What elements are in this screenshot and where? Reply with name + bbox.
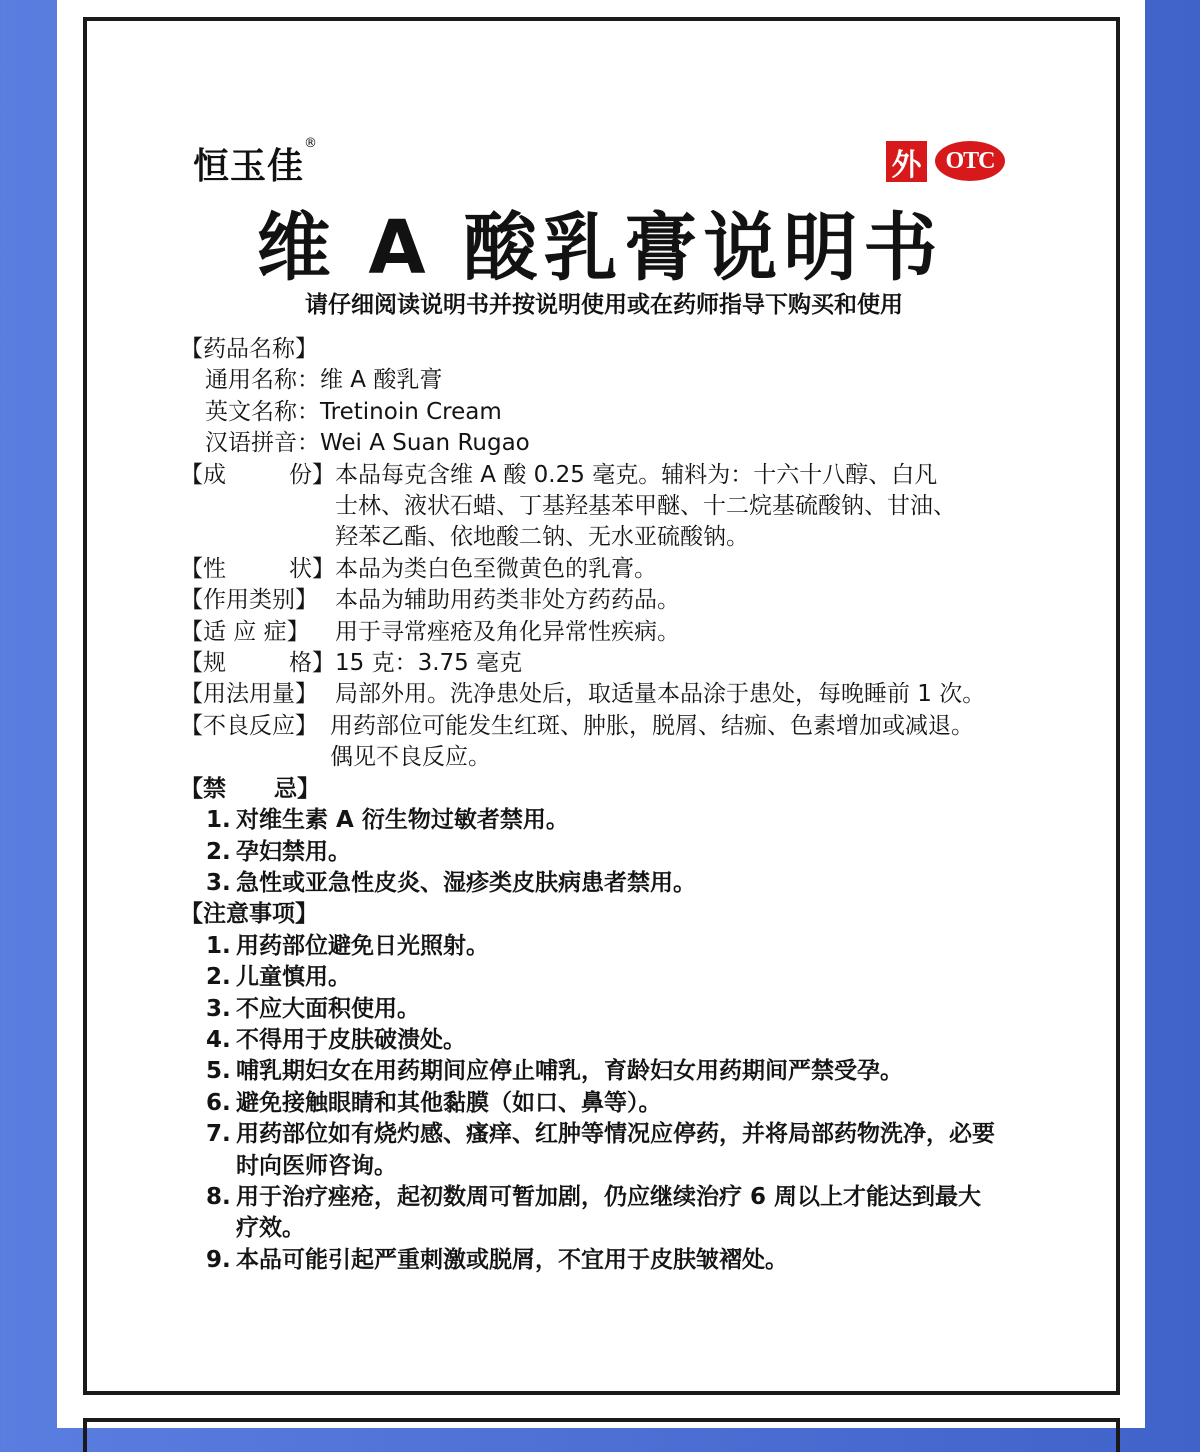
section-label: 【适 应 症】: [180, 618, 310, 645]
field-label: 英文名称：: [205, 398, 320, 425]
section-value: [335, 460, 1020, 554]
label-part: 忌】: [274, 775, 320, 802]
item-text: 用于治疗痤疮，起初数周可暂加剧，仍应继续治疗 6 周以上才能达到最大疗效。: [236, 1183, 982, 1242]
list-item: [206, 1245, 996, 1276]
section-label: 【药品名称】: [180, 336, 318, 362]
field-label: 通用名称：: [205, 367, 320, 394]
page-title: 维 A 酸乳膏说明书: [256, 205, 944, 291]
item-number: 3.: [206, 869, 231, 896]
text-line: 偶见不良反应。: [330, 744, 491, 771]
contraindications-list: [180, 805, 1020, 899]
label-part: 份】: [289, 461, 335, 488]
section-label: 【用法用量】: [180, 681, 318, 708]
section-contraindications: [180, 774, 1020, 805]
section-adverse: [180, 711, 1020, 774]
section-value: [330, 711, 1020, 774]
item-text: 用药部位避免日光照射。: [236, 932, 489, 959]
text-line: 用药部位可能发生红斑、肿胀，脱屑、结痂、色素增加或减退。: [330, 712, 974, 739]
section-label: 【作用类别】: [180, 587, 318, 614]
item-number: 5.: [206, 1058, 231, 1085]
list-item: [206, 931, 996, 962]
item-text: 用药部位如有烧灼感、瘙痒、红肿等情况应停药，并将局部药物洗净，必要时向医师咨询。: [236, 1121, 995, 1179]
item-number: 9.: [206, 1246, 231, 1273]
list-item: [206, 962, 996, 993]
section-appearance: [180, 554, 1020, 585]
item-number: 2.: [206, 964, 231, 991]
list-item: [206, 868, 1020, 899]
label-part: 【禁: [180, 775, 226, 802]
section-label: [180, 648, 335, 679]
section-label: [180, 460, 335, 554]
leaflet-body: [180, 334, 1020, 1276]
brand-name: 恒玉佳: [193, 146, 305, 187]
item-text: 儿童慎用。: [236, 964, 351, 991]
label-part: 【性: [180, 555, 226, 582]
section-dosage: [180, 679, 1020, 710]
page-subtitle: 请仔细阅读说明书并按说明使用或在药师指导下购买和使用: [305, 292, 903, 318]
list-item: [206, 805, 1020, 836]
item-number: 1.: [206, 807, 231, 834]
section-ingredients: [180, 460, 1020, 554]
field-value: Wei A Suan Rugao: [320, 430, 530, 457]
precautions-list: [180, 931, 996, 1276]
section-label: 【注意事项】: [180, 901, 318, 928]
section-category: [180, 585, 1020, 616]
item-text: 不应大面积使用。: [236, 995, 420, 1022]
external-use-badge: 外: [886, 141, 927, 182]
section-value: 本品为类白色至微黄色的乳膏。: [335, 555, 657, 582]
section-value: 本品为辅助用药类非处方药药品。: [335, 587, 680, 614]
brand-logo: [193, 138, 318, 189]
section-value: 用于寻常痤疮及角化异常性疾病。: [335, 618, 680, 645]
label-part: 格】: [289, 650, 335, 677]
item-text: 哺乳期妇女在用药期间应停止哺乳，育龄妇女用药期间严禁受孕。: [236, 1058, 903, 1085]
list-item: [206, 1025, 996, 1056]
section-label: 【不良反应】: [180, 712, 318, 739]
item-text: 避免接触眼睛和其他黏膜（如口、鼻等）。: [236, 1089, 662, 1116]
item-text: 对维生素 A 衍生物过敏者禁用。: [236, 807, 569, 834]
field-value: 维 A 酸乳膏: [320, 367, 443, 394]
section-value: 15 克：3.75 毫克: [335, 650, 523, 677]
item-text: 孕妇禁用。: [236, 838, 351, 865]
item-number: 2.: [206, 838, 231, 865]
item-text: 本品可能引起严重刺激或脱屑，不宜用于皮肤皱褶处。: [236, 1246, 788, 1273]
section-specification: [180, 648, 1020, 679]
otc-badge: OTC: [935, 141, 1005, 181]
text-line: 士林、液状石蜡、丁基羟基苯甲醚、十二烷基硫酸钠、甘油、: [335, 493, 956, 520]
list-item: [206, 1182, 996, 1245]
section-indications: [180, 617, 1020, 648]
item-number: 1.: [206, 932, 231, 959]
label-part: 【成: [180, 461, 226, 488]
label-part: 【规: [180, 650, 226, 677]
pinyin-row: [180, 428, 1020, 459]
list-item: [206, 994, 996, 1025]
list-item: [206, 837, 1020, 868]
next-document-frame: [83, 1418, 1120, 1452]
item-number: 6.: [206, 1089, 231, 1116]
label-part: 状】: [289, 555, 335, 582]
item-text: 不得用于皮肤破溃处。: [236, 1026, 466, 1053]
section-drug-name: [180, 334, 1020, 365]
list-item: [206, 1119, 996, 1182]
section-precautions: [180, 899, 1020, 930]
section-label: [180, 554, 335, 585]
generic-name-row: [180, 365, 1020, 396]
english-name-row: [180, 397, 1020, 428]
item-number: 4.: [206, 1026, 231, 1053]
text-line: 本品每克含维 A 酸 0.25 毫克。辅料为：十六十八醇、白凡: [335, 461, 938, 488]
item-text: 急性或亚急性皮炎、湿疹类皮肤病患者禁用。: [236, 869, 696, 896]
text-line: 羟苯乙酯、依地酸二钠、无水亚硫酸钠。: [335, 524, 749, 551]
list-item: [206, 1088, 996, 1119]
section-label: [180, 774, 320, 805]
list-item: [206, 1056, 996, 1087]
registered-mark: ®: [304, 136, 319, 151]
item-number: 7.: [206, 1121, 231, 1148]
section-value: 局部外用。洗净患处后，取适量本品涂于患处，每晚睡前 1 次。: [335, 681, 986, 708]
field-value: Tretinoin Cream: [320, 398, 502, 425]
field-label: 汉语拼音：: [205, 430, 320, 457]
item-number: 8.: [206, 1183, 231, 1210]
item-number: 3.: [206, 995, 231, 1022]
